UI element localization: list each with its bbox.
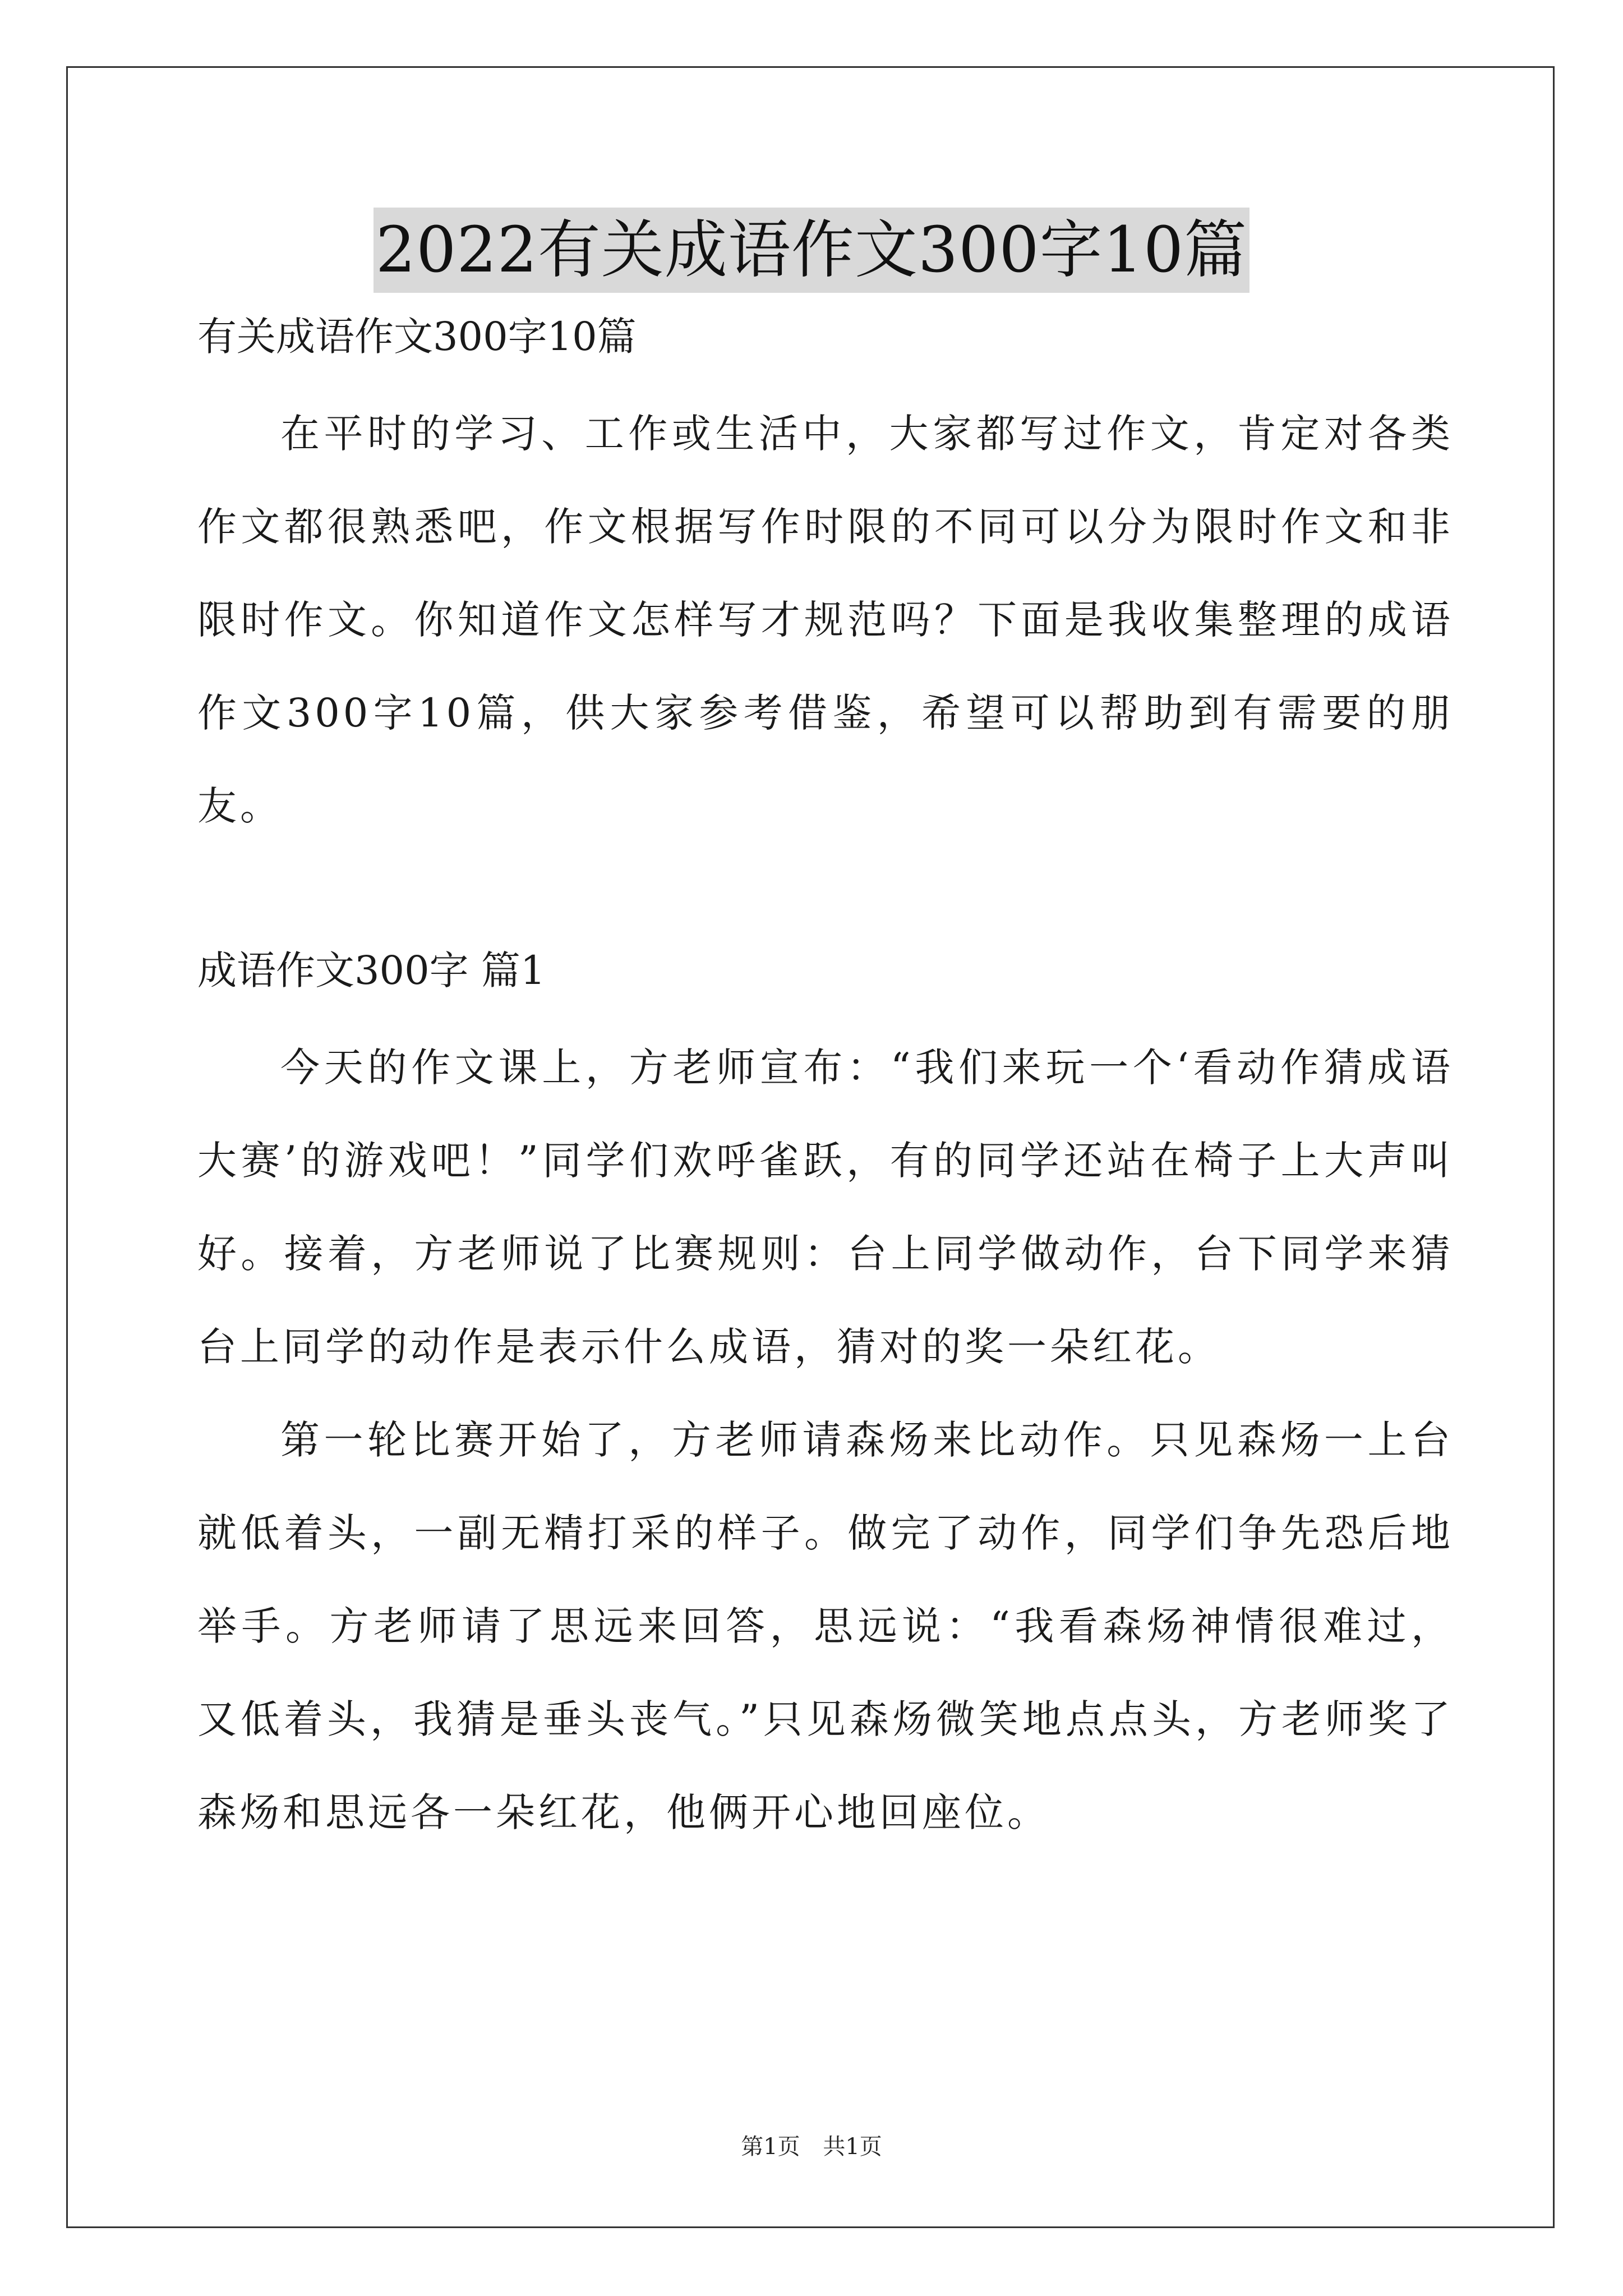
- page-footer: [0, 2129, 1623, 2161]
- intro-paragraph: 在平时的学习、工作或生活中，大家都写过作文，肯定对各类作文都很熟悉吧，作文根据写作时限的不同可以分为限时作文和非限时作文。你知道作文怎样写才规范吗？下面是我收集整理的成语作文300字10篇，供大家参考借鉴，希望可以帮助到有需要的朋友。: [197, 411, 1454, 829]
- section-heading: 成语作文300字 篇1: [197, 947, 546, 993]
- page-current: 第1页: [741, 2134, 800, 2160]
- body-paragraph-1: 今天的作文课上，方老师宣布：“我们来玩一个‘看动作猜成语大赛’的游戏吧！”同学们欢呼雀跃，有的同学还站在椅子上大声叫好。接着，方老师说了比赛规则：台上同学做动作，台下同学来猜台上同学的动作是表示什么成语，猜对的奖一朵红花。: [197, 1045, 1454, 1370]
- document-subtitle: 有关成语作文300字10篇: [197, 314, 637, 360]
- document-body: [197, 303, 1454, 1859]
- body-paragraph-2: 第一轮比赛开始了，方老师请森炀来比动作。只见森炀一上台就低着头，一副无精打采的样子。做完了动作，同学们争先恐后地举手。方老师请了思远来回答，思远说：“我看森炀神情很难过，又低着头，我猜是垂头丧气。”只见森炀微笑地点点头，方老师奖了森炀和思远各一朵红花，他俩开心地回座位。: [197, 1417, 1454, 1835]
- title-container: [0, 208, 1623, 293]
- document-title: 2022有关成语作文300字10篇: [374, 208, 1249, 293]
- page-total: 共1页: [823, 2134, 882, 2160]
